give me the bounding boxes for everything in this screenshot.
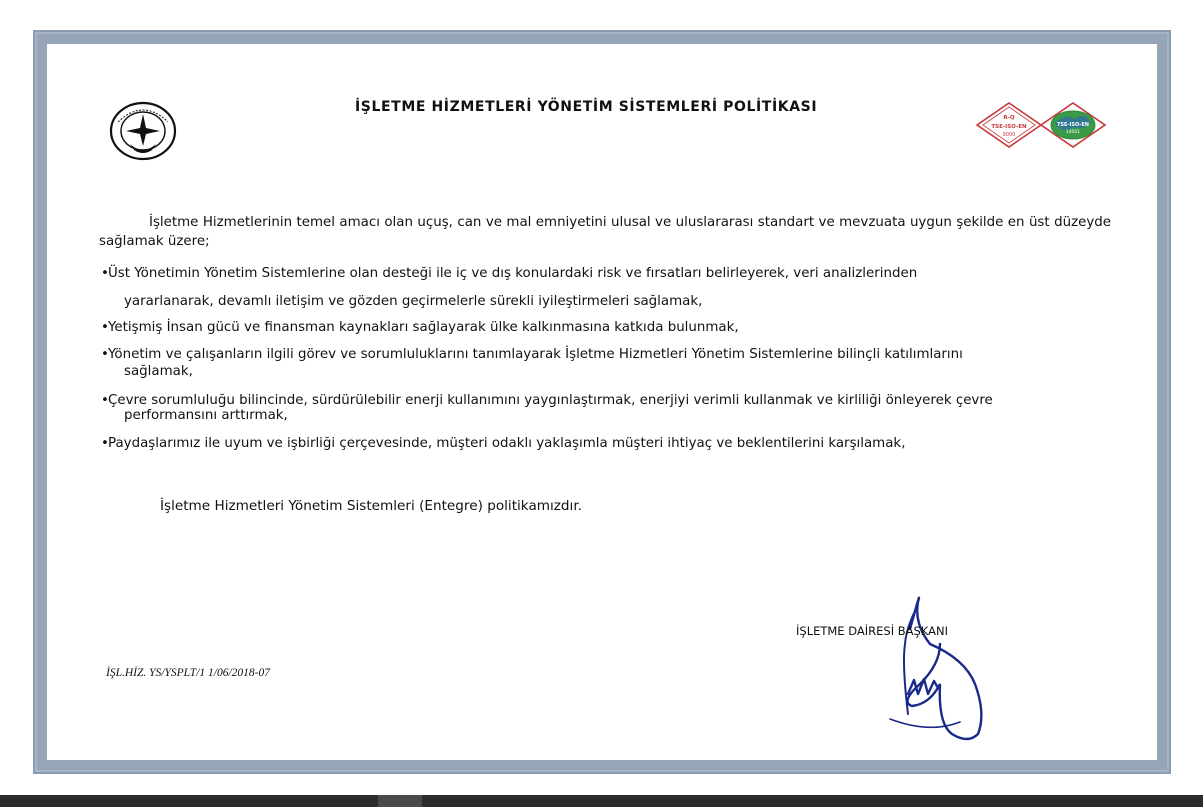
bottom-bar-segment: [378, 795, 422, 807]
signature-icon: [790, 584, 990, 744]
certification-logos-icon: [975, 101, 1107, 149]
bottom-bar: [0, 795, 1203, 807]
bullet-marker: •: [101, 266, 109, 281]
svg-text:R-Q: R-Q: [1003, 115, 1015, 121]
bullet-marker: •: [101, 436, 109, 451]
bullet-text: Yönetim ve çalışanların ilgili görev ve sorumluluklarını tanımlayarak İşletme Hizmetleri Yönetim Sistemlerine bilinçli katılımlarını: [108, 347, 963, 362]
intro-paragraph: İşletme Hizmetlerinin temel amacı olan uçuş, can ve mal emniyetini ulusal ve uluslararası standart ve mevzuata uygun şekilde en üst düzeyde sağlamak üzere;: [99, 215, 1111, 249]
bullet-marker: •: [101, 320, 109, 335]
bullet-marker: •: [101, 393, 109, 408]
bullet-marker: •: [101, 347, 109, 362]
list-item: [101, 264, 1081, 311]
signer-title: İŞLETME DAİRESİ BAŞKANI: [796, 624, 949, 638]
closing-statement: İşletme Hizmetleri Yönetim Sistemleri (Entegre) politikamızdır.: [160, 498, 582, 514]
page-title: İŞLETME HİZMETLERİ YÖNETİM SİSTEMLERİ POLİTİKASI: [355, 99, 818, 115]
list-item: [101, 434, 1081, 453]
bullet-text: Üst Yönetimin Yönetim Sistemlerine olan desteği ile iç ve dış konulardaki risk ve fırsatları belirleyerek, veri analizlerinden: [108, 266, 918, 281]
bullet-text: Paydaşlarımız ile uyum ve işbirliği çerçevesinde, müşteri odaklı yaklaşımla müşteri ihtiyaç ve beklentilerini karşılamak,: [108, 436, 906, 451]
bullet-text-continued: yararlanarak, devamlı iletişim ve gözden geçirmelerle sürekli iyileştirmeleri sağlamak,: [124, 294, 703, 309]
bullet-text-continued: performansını arttırmak,: [124, 408, 288, 423]
document-code: İŞL.HİZ. YS/YSPLT/1 1/06/2018-07: [106, 667, 270, 679]
iso-14001-cert-icon: [1041, 103, 1105, 147]
bullet-text-continued: sağlamak,: [124, 364, 193, 379]
list-item: [101, 345, 1081, 381]
dhmi-emblem-icon: [108, 100, 178, 162]
iso-9000-cert-icon: [977, 103, 1041, 147]
svg-text:TSE-ISO-EN: TSE-ISO-EN: [991, 124, 1027, 130]
bullet-text: Çevre sorumluluğu bilincinde, sürdürülebilir enerji kullanımını yaygınlaştırmak, enerjiyi verimli kullanmak ve kirliliği önleyerek çevre: [108, 393, 993, 408]
svg-text:14001: 14001: [1065, 130, 1081, 135]
svg-text:TSE-ISO-EN: TSE-ISO-EN: [1057, 122, 1089, 128]
list-item: [101, 391, 1081, 425]
bullet-text: Yetişmiş İnsan gücü ve finansman kaynakları sağlayarak ülke kalkınmasına katkıda bulunmak,: [108, 320, 739, 335]
list-item: [101, 318, 1081, 337]
svg-text:9000: 9000: [1002, 132, 1016, 138]
